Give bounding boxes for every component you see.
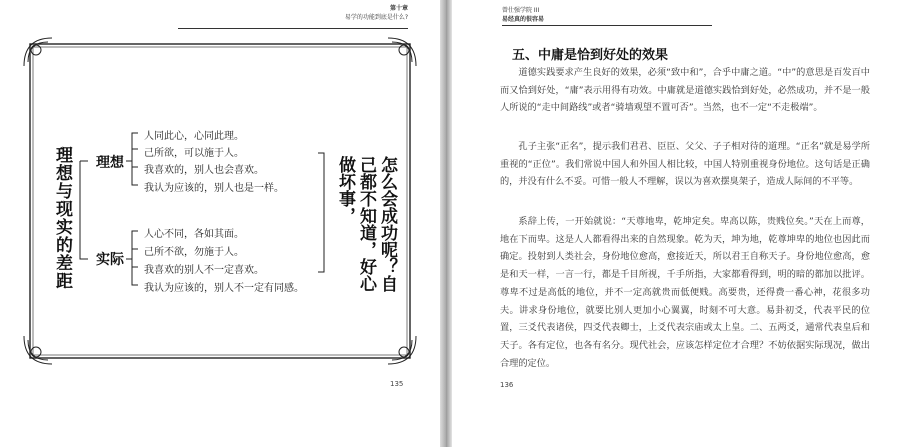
ideal-item: 我认为应该的，别人也是一样。 [144,183,284,194]
chapter-label: 第十章 [389,5,408,12]
body-paragraph: 系辞上传，一开始就说：“天尊地卑，乾坤定矣。卑高以陈，贵贱位矣。”天在上而尊，地在下而卑。这是人人都看得出来的自然现象。乾为天，坤为地，乾尊坤卑的地位也因此而确定。投射到人类社会，身份地位愈高，愈接近天，所以君王自称天子。身份地位愈高，愈是和天一样，一言一行，都是千目所视，千手所指，大家都看得到，明的暗的都加以批评。尊卑不过是高低的地位，并不一定高就贵而低便贱。高要贵，还得费一番心神，花很多功夫。讲求身份地位，就要比别人更加小心翼翼，时刻不可大意。易卦初爻，代表平民的位置，三爻代表诸侯，四爻代表卿士，上爻代表宗庙或太上皇。二、五两爻，通常代表皇后和天子。各有定位，也各有名分。现代社会，应该怎样定位才合理？不妨依据实际现况，做出合理的定位。 [500,216,870,369]
ideal-item: 人同此心，心同此理。 [144,131,244,142]
diagram-title: 理想与现实的差距 [52,146,72,290]
body-paragraph: 孔子主张“正名”，提示我们君君、臣臣、父父、子子相对待的道理。“正名”就是易学所重视的“正位”。我们常说中国人和外国人相比较，中国人特别重视身份地位。这句话是正确的，并没有什么不妥。可惜一般人不理解，误以为喜欢摆臭架子，造成人际间的不平等。 [500,141,870,188]
ideal-item: 我喜欢的，别人也会喜欢。 [144,165,264,176]
header-rule [502,25,712,26]
body-paragraph: 道德实践要求产生良好的效果，必须“致中和”，合乎中庸之道。“中”的意思是百发百中而又恰到好处，“庸”表示用得有功效。中庸就是道德实践恰到好处，必然成功，并不是一般人所说的“走中间路线”或者“骑墙观望不置可否”。当然，也不一定“不走极端”。 [500,67,870,114]
diagram-question: 怎么会成功呢？自己都不知道，好心做坏事， [335,156,397,292]
branch-ideal-label: 理想 [96,155,124,171]
book-title: 易经真的很容易 [502,16,545,23]
real-item: 我喜欢的别人不一定喜欢。 [144,265,264,276]
page-number-left: 135 [390,380,404,388]
branch-real-label: 实际 [96,252,124,268]
real-item: 我认为应该的，别人不一定有同感。 [144,283,304,294]
right-page [452,0,897,447]
page-number-right: 136 [500,381,514,389]
real-item: 人心不同，各如其面。 [144,229,244,240]
ideal-item: 己所欲，可以施于人。 [144,148,244,159]
series-label: 曾仕强学院 III [502,7,540,14]
section-heading: 五、中庸是恰到好处的效果 [512,48,669,63]
real-item: 己所不欲，勿施于人。 [144,247,244,258]
left-page [0,0,440,447]
running-head-right [502,6,544,24]
chapter-title: 易学的功能到底是什么? [344,14,408,21]
